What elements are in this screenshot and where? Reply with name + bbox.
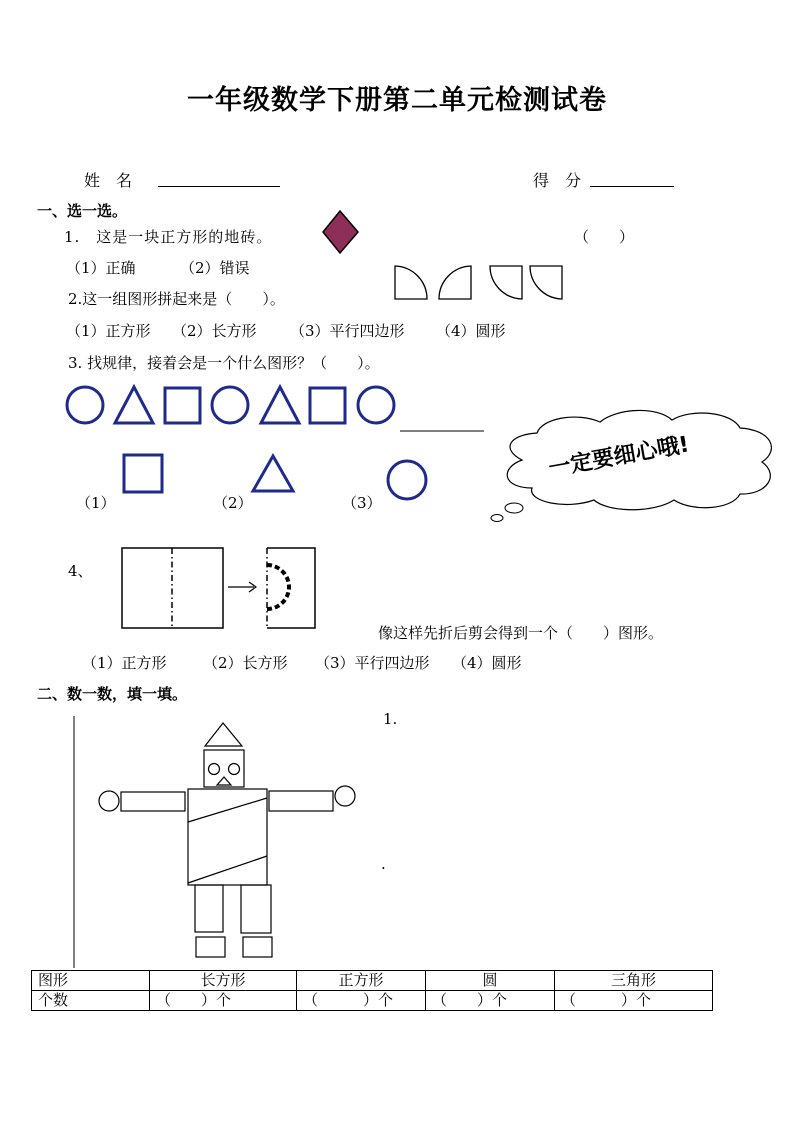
q3-option-1-label[interactable]: （1） [76, 494, 116, 512]
section2-dot: . [381, 855, 386, 873]
triangle-shape-icon[interactable] [251, 453, 297, 495]
table-header-cell: 正方形 [297, 971, 426, 991]
count-triangle-blank[interactable]: （ ）个 [555, 991, 713, 1011]
q1-option-2[interactable]: （2）错误 [180, 259, 250, 277]
name-label: 姓 名 [84, 171, 133, 190]
table-header-cell: 圆 [426, 971, 555, 991]
section2-heading: 二、数一数，填一填。 [37, 685, 188, 703]
table-header-cell: 图形 [32, 971, 150, 991]
q3-text: 3. 找规律，接着会是一个什么图形？（ ）。 [68, 354, 380, 372]
fold-cut-figure [120, 545, 320, 633]
q2-text: 2.这一组图形拼起来是（ ）。 [68, 290, 285, 308]
q3-option-2-label[interactable]: （2） [213, 494, 253, 512]
table-header-row [32, 971, 713, 991]
q2-option-2[interactable]: （2）长方形 [172, 322, 257, 340]
page-title: 一年级数学下册第二单元检测试卷 [187, 85, 607, 116]
robot-figure [72, 714, 372, 970]
q4-text: 像这样先折后剪会得到一个（ ）图形。 [378, 624, 664, 642]
shape-count-table [31, 970, 713, 1011]
count-circle-blank[interactable]: （ ）个 [426, 991, 555, 1011]
q1-text: 1. 这是一块正方形的地砖。 [64, 228, 273, 246]
q4-number: 4、 [68, 562, 93, 580]
table-row-label: 个数 [32, 991, 150, 1011]
q2-option-1[interactable]: （1）正方形 [66, 322, 151, 340]
name-field[interactable] [158, 186, 280, 187]
q4-option-4[interactable]: （4）圆形 [452, 654, 522, 672]
count-square-blank[interactable]: （ ）个 [297, 991, 426, 1011]
section2-q1-number: 1. [383, 710, 398, 728]
count-rectangle-blank[interactable]: （ ）个 [150, 991, 297, 1011]
q4-option-1[interactable]: （1）正方形 [82, 654, 167, 672]
circle-shape-icon[interactable] [385, 458, 431, 504]
table-header-cell: 三角形 [555, 971, 713, 991]
square-shape-icon[interactable] [122, 453, 166, 495]
table-row [32, 991, 713, 1011]
q3-option-3-label[interactable]: （3） [342, 494, 382, 512]
q1-option-1[interactable]: （1）正确 [66, 259, 136, 277]
section1-heading: 一、选一选。 [37, 202, 128, 220]
pattern-sequence-figure [64, 383, 484, 435]
score-label: 得 分 [533, 171, 582, 190]
q1-answer-blank[interactable]: （ ） [574, 228, 635, 246]
diamond-tile-figure [322, 210, 362, 256]
q4-option-2[interactable]: （2）长方形 [203, 654, 288, 672]
score-field[interactable] [590, 186, 674, 187]
q4-option-3[interactable]: （3）平行四边形 [315, 654, 430, 672]
quarter-circle-pieces-figure [393, 262, 568, 302]
q2-option-4[interactable]: （4）圆形 [436, 322, 506, 340]
callout-text: 一定要细心哦! [546, 432, 692, 482]
q2-option-3[interactable]: （3）平行四边形 [290, 322, 405, 340]
table-header-cell: 长方形 [150, 971, 297, 991]
